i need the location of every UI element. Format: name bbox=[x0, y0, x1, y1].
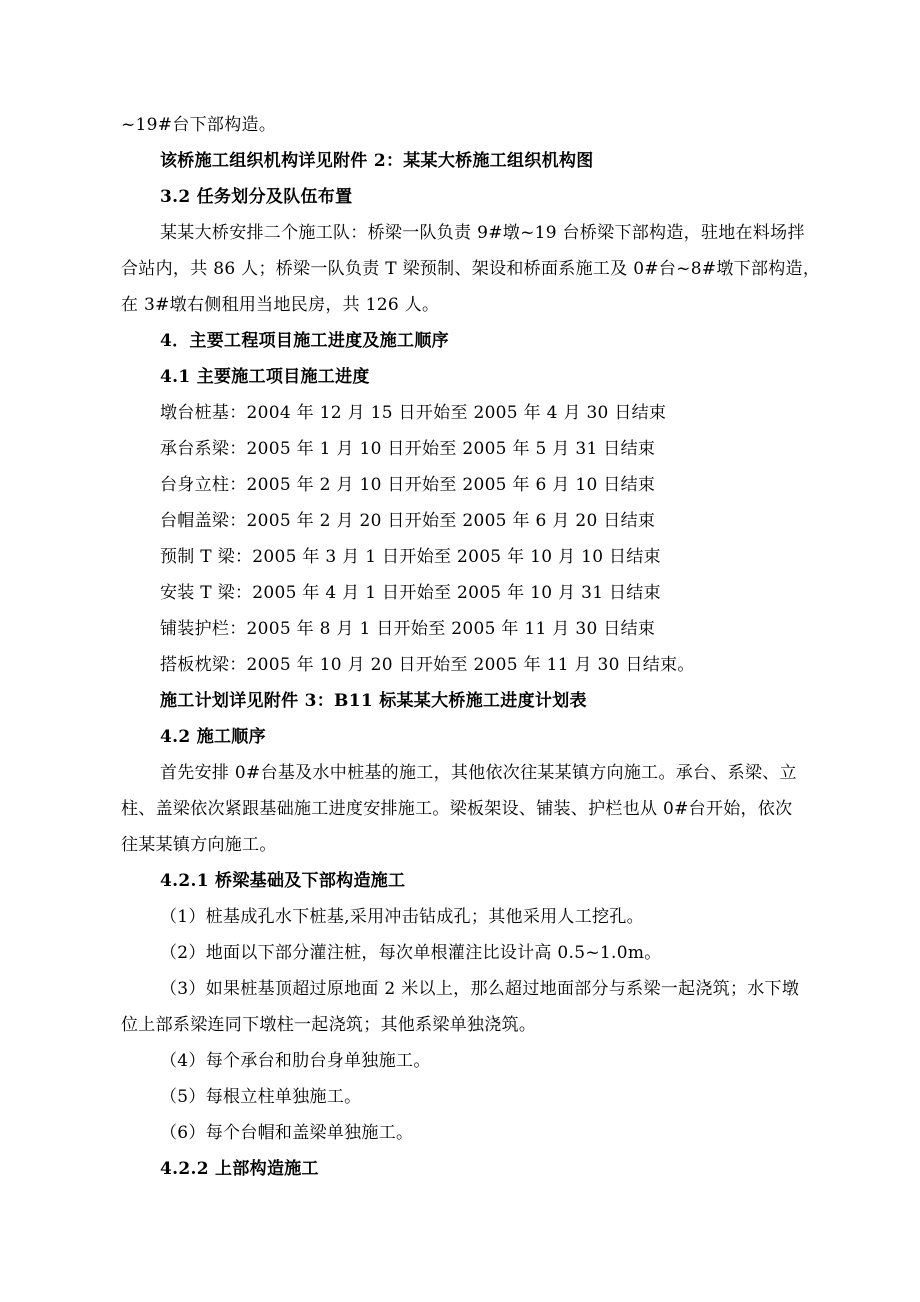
schedule-line: 承台系梁：2005 年 1 月 10 日开始至 2005 年 5 月 31 日结束 bbox=[160, 439, 656, 459]
list-item: （4）每个承台和肋台身单独施工。 bbox=[160, 1051, 431, 1071]
list-item: （1）桩基成孔水下桩基,采用冲击钻成孔；其他采用人工挖孔。 bbox=[160, 907, 644, 927]
paragraph-line: 往某某镇方向施工。 bbox=[121, 835, 277, 855]
paragraph-line: 首先安排 0#台基及水中桩基的施工，其他依次往某某镇方向施工。承台、系梁、立 bbox=[160, 763, 797, 783]
heading-line: 施工计划详见附件 3：B11 标某某大桥施工进度计划表 bbox=[160, 691, 587, 711]
section-heading: 4.2.1 桥梁基础及下部构造施工 bbox=[160, 871, 406, 891]
section-heading: 4.2.2 上部构造施工 bbox=[160, 1159, 319, 1179]
list-item: （5）每根立柱单独施工。 bbox=[160, 1087, 362, 1107]
schedule-line: 安装 T 梁：2005 年 4 月 1 日开始至 2005 年 10 月 31 日结束 bbox=[160, 583, 661, 603]
paragraph-line: 在 3#墩右侧租用当地民房，共 126 人。 bbox=[121, 295, 440, 315]
schedule-line: 搭板枕梁：2005 年 10 月 20 日开始至 2005 年 11 月 30 日结束。 bbox=[160, 655, 695, 675]
list-item: （2）地面以下部分灌注桩，每次单根灌注比设计高 0.5~1.0m。 bbox=[160, 943, 662, 963]
schedule-line: 墩台桩基：2004 年 12 月 15 日开始至 2005 年 4 月 30 日结束 bbox=[160, 403, 667, 423]
paragraph-line: 某某大桥安排二个施工队：桥梁一队负责 9#墩~19 台桥梁下部构造，驻地在料场拌 bbox=[160, 223, 805, 243]
schedule-line: 台帽盖梁：2005 年 2 月 20 日开始至 2005 年 6 月 20 日结束 bbox=[160, 511, 656, 531]
schedule-line: 铺装护栏：2005 年 8 月 1 日开始至 2005 年 11 月 30 日结束 bbox=[160, 619, 656, 639]
paragraph-line: 柱、盖梁依次紧跟基础施工进度安排施工。梁板架设、铺装、护栏也从 0#台开始，依次 bbox=[121, 799, 793, 819]
section-heading: 4.2 施工顺序 bbox=[160, 727, 266, 747]
section-heading: 4．主要工程项目施工进度及施工顺序 bbox=[160, 331, 449, 351]
schedule-line: 预制 T 梁：2005 年 3 月 1 日开始至 2005 年 10 月 10 日结束 bbox=[160, 547, 661, 567]
section-heading: 3.2 任务划分及队伍布置 bbox=[160, 187, 353, 207]
text-line: ~19#台下部构造。 bbox=[121, 115, 277, 135]
list-item: （6）每个台帽和盖梁单独施工。 bbox=[160, 1123, 414, 1143]
section-heading: 4.1 主要施工项目施工进度 bbox=[160, 367, 370, 387]
list-item-continuation: 位上部系梁连同下墩柱一起浇筑；其他系梁单独浇筑。 bbox=[121, 1015, 537, 1035]
paragraph-line: 合站内，共 86 人；桥梁一队负责 T 梁预制、架设和桥面系施工及 0#台~8#墩下部构造， bbox=[121, 259, 821, 279]
list-item: （3）如果桩基顶超过原地面 2 米以上，那么超过地面部分与系梁一起浇筑；水下墩 bbox=[160, 979, 800, 999]
schedule-line: 台身立柱：2005 年 2 月 10 日开始至 2005 年 6 月 10 日结束 bbox=[160, 475, 656, 495]
heading-line: 该桥施工组织机构详见附件 2：某某大桥施工组织机构图 bbox=[160, 151, 594, 171]
